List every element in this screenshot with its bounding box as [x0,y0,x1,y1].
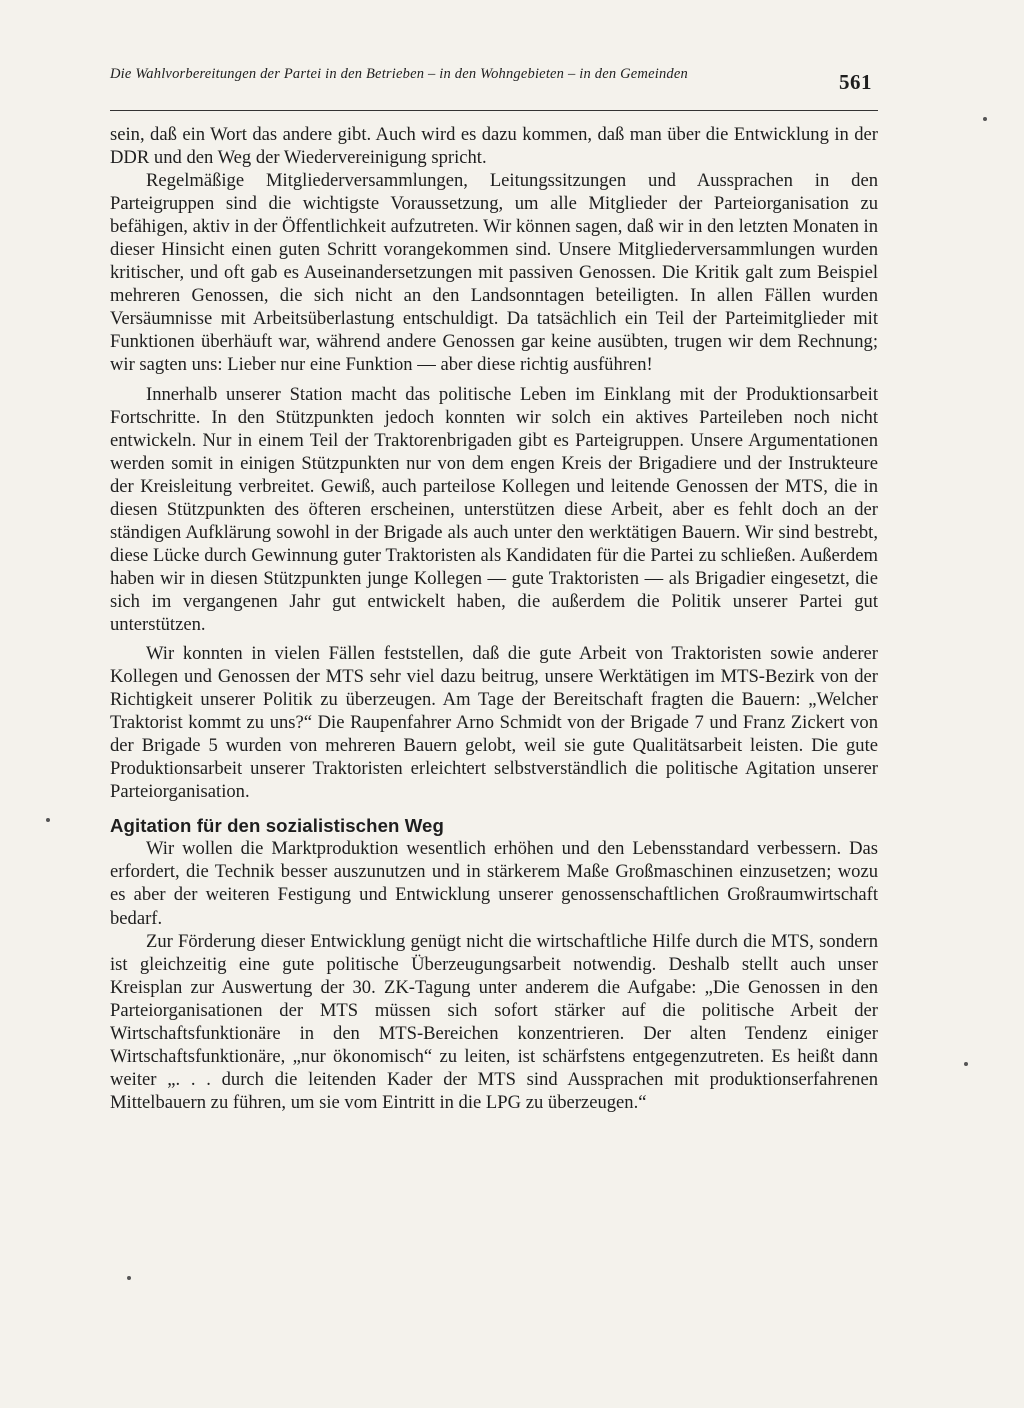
paragraph: Zur Förderung dieser Entwicklung genügt nicht die wirtschaftliche Hilfe durch die MTS, sondern ist gleichzeitig eine gute politische Überzeugungsarbeit notwendig. Deshalb stellt auch unser Kreisplan zur Auswertung der 30. ZK-Tagung unter anderem die Aufgabe: „Die Genossen in den Parteiorganisationen der MTS müssen sich sofort stärker auf die politische Arbeit der Wirtschaftsfunktionäre in den MTS-Bereichen konzentrieren. Der alten Tendenz einiger Wirtschaftsfunktionäre, „nur ökonomisch“ zu leiten, ist schärfstens entgegenzutreten. Es heißt dann weiter „. . . durch die leitenden Kader der MTS sind Aussprachen mit produktionserfahrenen Mittelbauern zu führen, um sie vom Eintritt in die LPG zu überzeugen.“ [110,930,878,1113]
paragraph: Wir wollen die Marktproduktion wesentlich erhöhen und den Lebensstandard verbessern. Das erfordert, die Technik besser auszunutzen und in stärkerem Maße Großmaschinen einzusetzen; wozu es aber der weiteren Festigung und Entwicklung unserer genossenschaftlichen Großraumwirtschaft bedarf. [110,838,878,929]
paper-speck [964,1062,968,1066]
section-heading: Agitation für den sozialistischen Weg [110,815,444,837]
body-text [110,123,878,1114]
paragraph-continued: sein, daß ein Wort das andere gibt. Auch wird es dazu kommen, daß man über die Entwicklung in der DDR und den Weg der Wiedervereinigung spricht. [110,124,878,169]
paragraph: Regelmäßige Mitgliederversammlungen, Leitungssitzungen und Aussprachen in den Parteigruppen sind die wichtigste Voraussetzung, um alle Mitglieder der Parteiorganisation zu befähigen, aktiv in der Öffentlichkeit aufzutreten. Wir können sagen, daß wir in den letzten Monaten in dieser Hinsicht einen guten Schritt vorangekommen sind. Unsere Mitgliederversammlungen wurden kritischer, und oft gab es Auseinandersetzungen mit passiven Genossen. Die Kritik galt zum Beispiel mehreren Genossen, die sich nicht an den Landsonntagen beteiligten. In allen Fällen wurden Versäumnisse mit Arbeitsüberlastung entschuldigt. Da tatsächlich ein Teil der Parteimitglieder mit Funktionen überhäuft war, während andere Genossen gar keine ausübten, trugen wir dem Rechnung; wir sagten uns: Lieber nur eine Funktion — aber diese richtig ausführen! [110,170,878,376]
running-head [110,66,878,111]
paragraph: Wir konnten in vielen Fällen feststellen, daß die gute Arbeit von Traktoristen sowie anderer Kollegen und Genossen der MTS sehr viel dazu beitrug, unsere Werktätigen im MTS-Bezirk von der Richtigkeit unserer Politik zu überzeugen. Am Tage der Bereitschaft fragten die Bauern: „Welcher Traktorist kommt zu uns?“ Die Raupenfahrer Arno Schmidt von der Brigade 7 und Franz Zickert von der Brigade 5 wurden von mehreren Bauern gelobt, weil sie gute Qualitätsarbeit leisten. Die gute Produktionsarbeit unserer Traktoristen erleichtert selbstverständlich die politische Agitation unserer Parteiorganisation. [110,643,878,803]
page-number: 561 [839,70,872,94]
paragraph: Innerhalb unserer Station macht das politische Leben im Einklang mit der Produktionsarbeit Fortschritte. In den Stützpunkten jedoch konnten wir solch ein aktives Parteileben noch nicht entwickeln. Nur in einem Teil der Traktorenbrigaden gibt es Parteigruppen. Unsere Argumentationen werden somit in einigen Stützpunkten nur von dem engen Kreis der Brigadiere und der Instrukteure der Kreisleitung verbreitet. Gewiß, auch parteilose Kollegen und leitende Genossen der MTS, die in diesen Stützpunkten des öfteren erscheinen, unterstützen diese Arbeit, aber es fehlt doch an der ständigen Aufklärung sowohl in der Brigade als auch unter den werktätigen Bauern. Wir sind bestrebt, diese Lücke durch Gewinnung guter Traktoristen als Kandidaten für die Partei zu schließen. Außerdem haben wir in diesen Stützpunkten junge Kollegen — gute Traktoristen — als Brigadier eingesetzt, die sich im vergangenen Jahr gut entwickelt haben, die außerdem die Politik unserer Partei gut unterstützen. [110,383,878,635]
paper-speck [983,117,987,121]
book-page [110,66,878,1114]
running-title: Die Wahlvorbereitungen der Partei in den Betrieben – in den Wohngebieten – in den Gemeinden [110,66,688,82]
paper-speck [46,818,50,822]
paper-speck [127,1276,131,1280]
